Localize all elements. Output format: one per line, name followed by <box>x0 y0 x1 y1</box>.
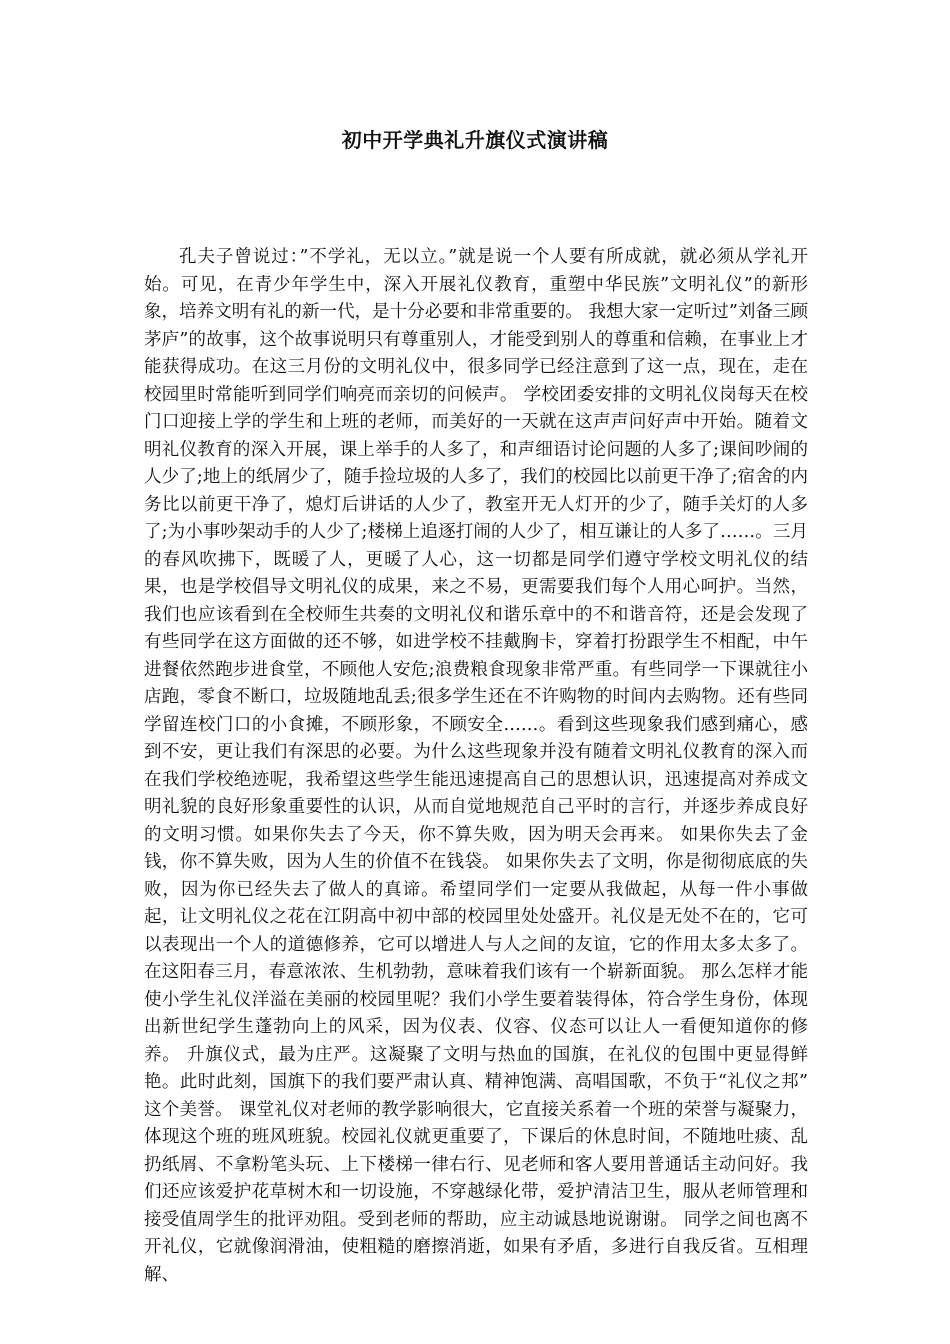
document-title: 初中开学典礼升旗仪式演讲稿 <box>341 128 609 152</box>
document-body-paragraph: 孔夫子曾说过：”不学礼，无以立。”就是说一个人要有所成就，就必须从学礼开始。可见，在青少年学生中，深入开展礼仪教育，重塑中华民族”文明礼仪”的新形象，培养文明有礼的新一代，是十分必要和非常重要的。 我想大家一定听过”刘备三顾茅庐”的故事，这个故事说明只有尊重别人，才能受到别人的尊重和信赖，在事业上才能获得成功。在这三月份的文明礼仪中，很多同学已经注意到了这一点，现在，走在校园里时常能听到同学们响亮而亲切的问候声。 学校团委安排的文明礼仪岗每天在校门口迎接上学的学生和上班的老师，而美好的一天就在这声声问好声中开始。随着文明礼仪教育的深入开展，课上举手的人多了，和声细语讨论问题的人多了;课间吵闹的人少了;地上的纸屑少了，随手捡垃圾的人多了，我们的校园比以前更干净了;宿舍的内务比以前更干净了，熄灯后讲话的人少了，教室开无人灯开的少了，随手关灯的人多了;为小事吵架动手的人少了;楼梯上追逐打闹的人少了，相互谦让的人多了……。三月的春风吹拂下，既暖了人，更暖了人心，这一切都是同学们遵守学校文明礼仪的结果，也是学校倡导文明礼仪的成果，来之不易，更需要我们每个人用心呵护。当然，我们也应该看到在全校师生共奏的文明礼仪和谐乐章中的不和谐音符，还是会发现了有些同学在这方面做的还不够，如进学校不挂戴胸卡，穿着打扮跟学生不相配，中午进餐依然跑步进食堂，不顾他人安危;浪费粮食现象非常严重。有些同学一下课就往小店跑，零食不断口，垃圾随地乱丢;很多学生还在不许购物的时间内去购物。还有些同学留连校门口的小食摊，不顾形象，不顾安全……。看到这些现象我们感到痛心，感到不安，更让我们有深思的必要。为什么这些现象并没有随着文明礼仪教育的深入而在我们学校绝迹呢，我希望这些学生能迅速提高自己的思想认识，迅速提高对养成文明礼貌的良好形象重要性的认识，从而自觉地规范自己平时的言行，并逐步养成良好的文明习惯。如果你失去了今天，你不算失败，因为明天会再来。 如果你失去了金钱，你不算失败，因为人生的价值不在钱袋。 如果你失去了文明，你是彻彻底底的失败，因为你已经失去了做人的真谛。希望同学们一定要从我做起，从每一件小事做起，让文明礼仪之花在江阴高中初中部的校园里处处盛开。礼仪是无处不在的，它可以表现出一个人的道德修养，它可以增进人与人之间的友谊，它的作用太多太多了。在这阳春三月，春意浓浓、生机勃勃，意味着我们该有一个崭新面貌。 那么怎样才能使小学生礼仪洋溢在美丽的校园里呢？我们小学生要着装得体，符合学生身份，体现出新世纪学生蓬勃向上的风采，因为仪表、仪容、仪态可以让人一看便知道你的修养。 升旗仪式，最为庄严。这凝聚了文明与热血的国旗，在礼仪的包围中更显得鲜艳。此时此刻，国旗下的我们要严肃认真、精神饱满、高唱国歌，不负于“礼仪之邦” 这个美誉。 课堂礼仪对老师的教学影响很大，它直接关系着一个班的荣誉与凝聚力，体现这个班的班风班貌。校园礼仪就更重要了，下课后的休息时间，不随地吐痰、乱扔纸屑、不拿粉笔头玩、上下楼梯一律右行、见老师和客人要用普通话主动问好。我们还应该爱护花草树木和一切设施，不穿越绿化带，爱护清洁卫生，服从老师管理和接受值周学生的批评劝阻。受到老师的帮助，应主动诚恳地说谢谢。 同学之间也离不开礼仪，它就像润滑油，使粗糙的磨擦消逝，如果有矛盾，多进行自我反省。互相理解、 <box>144 247 808 1285</box>
